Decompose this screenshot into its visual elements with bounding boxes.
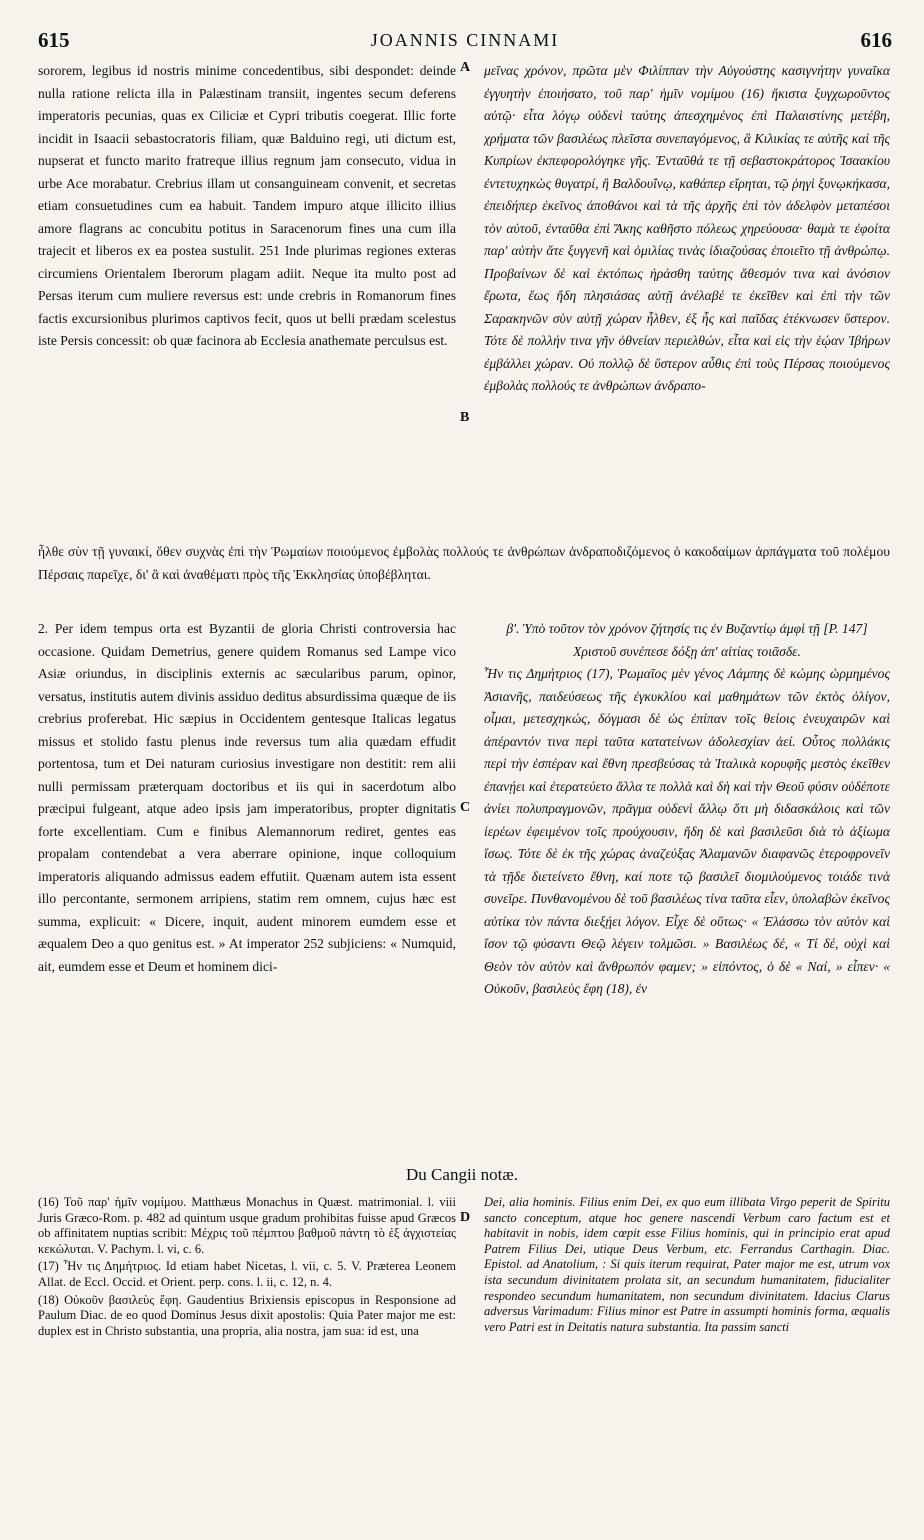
running-header bbox=[38, 28, 892, 54]
note-17: (17) Ἦν τις Δημήτριος. Id etiam habet Nicetas, l. vii, c. 5. V. Præterea Leonem Allat. de Eccl. Occid. et Orient. perp. cons. l. ii, c. 12, n. 4. bbox=[38, 1259, 456, 1289]
section-marker-b: B bbox=[460, 410, 470, 425]
greek-section-2-body: Ἦν τις Δημήτριος (17), Ῥωμαῖος μὲν γένος Λάμπης δὲ κώμης ὡρμημένος Ἀσιανῆς, παιδεύσεως τῆς ἐγκυκλίου καὶ μαθημάτων τῶν ἐκτὸς ὀλίγον, οἶμαι, μετεσχηκώς, δόγμασι δὲ ὡς ἐπίπαν τοῖς θείοις ἐνευχαιρῶν καὶ ἀπέραντόν τινα περὶ ταῦτα κατατείνων ἀδολεσχίαν ἀεί. Οὗτος πολλάκις περὶ τὴν ἑσπέραν καὶ ἔθνη πρεσβεύσας τὰ Ἰταλικὰ κορυφῆς μεστὸς ἐκεῖθεν ἐπανῄει καὶ ἐτερατεύετο ἄλλα τε πολλὰ καὶ δὴ καὶ τὴν Θεοῦ φύσιν οὐδέποτε ἀνίει πολυπραγμονῶν, πρᾶγμα οὐδενὶ ἄλλῳ ὅτι μὴ διδασκάλοις καὶ τῶν ἱερέων ἐφειμένον τοῖς προύχουσιν, ἤδη δὲ καὶ βασιλεῦσι διὰ τὸ ἀξίωμα ἴσως. Τότε δὲ ἐκ τῆς χώρας ἀναζεύξας Ἀλαμανῶν διαφανῶς ἑτεροφρονεῖν τὰ τῇδε διετείνετο ἔθνη, καί ποτε τῷ βασιλεῖ διομιλούμενος τοιάδε τινὰ συνεῖρε. Πυνθανομένου δὲ τοῦ βασιλέως τίνα ταῦτα εἶεν, ὑπολαβὼν ἐκεῖνος αὐτίκα τὸν πάντα διεξῄει λόγον. Εἶχε δὲ οὕτως· « Ἐλάσσω τὸν αὐτὸν καὶ ἴσον τῷ φύσαντι Θεῷ λέγειν τολμῶσι. » Βασιλέως δέ, « Τί δέ, οὐχὶ καὶ Θεὸν τὸν αὐτὸν καὶ ἄνθρωπόν φαμεν; » εἰπόντος, ὁ δὲ « Ναί, » εἶπεν· « Οὐκοῦν, βασιλεὺς ἔφη (18), ἐν bbox=[484, 666, 890, 996]
latin-column-section-2: 2. Per idem tempus orta est Byzantii de gloria Christi controversia hac occasione. Quidam Demetrius, genere quidem Romanus sed Lampe vico Asiæ oriundus, in disciplinis externis ac sæcularibus parum, opinor, versatus, institutis autem divinis assiduo deditus absurdissima quæque de iis crebrius proferebat. Hic sæpius in Occidentem gentesque Italicas legatus missus et stolido fastu plenus inde reversus tum alia quædam effudit portentosa, tum et Dei naturam curiosius investigare non destitit: rem alii nulli permissam præterquam doctoribus et iis qui in sacerdotum albo præcipui fulgeant, atque adeo ipsis jam imperatoribus, propter dignitatis forte excellentiam. Cum e finibus Alemannorum rediret, gentes eas propalam contendebat a vera aberrare opinione, inque colloquium imperatoris aliquando admissus eadem effutiit. Quænam autem ista essent illo percontante, sermonem arripiens, statim rem omnem, cujus hæc est summa, explicuit: « Dicere, inquit, audent minorem eumdem esse et æqualem Deo a quo genitus est. » At imperator 252 subjiciens: « Numquid, ait, eumdem esse et Deum et hominem dici- bbox=[38, 621, 456, 974]
section-marker-d: D bbox=[460, 1210, 471, 1225]
note-18: (18) Οὐκοῦν βασιλεὺς ἔφη. Gaudentius Brixiensis episcopus in Responsione ad Paulum Diac. de eo quod Dominus Jesus dixit apostolis: Quia Pater major me est: duplex est in Christo substantia, una propria, alia nostra, jam sua: id est, una bbox=[38, 1292, 456, 1338]
page-number-right: 616 bbox=[860, 28, 892, 52]
notes-title: Du Cangii notæ. bbox=[406, 1165, 518, 1184]
notes-right-column: Dei, alia hominis. Filius enim Dei, ex quo eum illibata Virgo peperit de Spiritu sancto conceptum, atque hoc genere nascendi Verbum caro factum est et habitavit in nobis, idem cœpit esse Filius hominis, qui in principio erat apud Patrem Filius Dei, utique Deus Verbum, etc. Ferrandus Carthagin. Diac. Epistol. ad Anatolium, : Si quis iterum requirat, Pater major me est, utrum vox ista secundum divinitatem prolata sit, an secundum humanitatem, fiducialiter respondeo secundum humanitatem, non secundum divinitatem. Idacius Clarus adversus Varimadum: Filius minor est Patre in assumpti hominis forma, æqualis vero Patri est in Deitatis natura substantia. Ita passim sancti bbox=[484, 1195, 890, 1334]
running-title: JOANNIS CINNAMI bbox=[370, 30, 560, 50]
greek-continuation: ἦλθε σὺν τῇ γυναικί, ὅθεν συχνὰς ἐπὶ τὴν Ῥωμαίων ποιούμενος ἐμβολὰς πολλούς τε ἀνθρώπων ἀνδραποδιζόμενος ὁ κακοδαίμων ἁρπάγματα τοῦ πολέμου Πέρσαις παρεῖχε, δι' ἃ καὶ ἀναθέματι πρὸς τῆς Ἐκκλησίας ὑποβέβληται. bbox=[38, 544, 890, 582]
section-marker-a: A bbox=[460, 60, 471, 75]
greek-section-2-lead: β'. Ὑπὸ τοῦτον τὸν χρόνον ζήτησίς τις ἐν Βυζαντίῳ ἀμφὶ τῇ [P. 147] Χριστοῦ συνέπεσε δόξῃ ἀπ' αἰτίας τοιᾶσδε. bbox=[506, 621, 868, 659]
note-16: (16) Τοῦ παρ' ἡμῖν νομίμου. Matthæus Monachus in Quæst. matrimonial. l. viii Juris Græco-Rom. p. 482 ad quintum usque gradum prohibitas fuisse apud Græcos ob affinitatem nuptias scribit: Μέχρις τοῦ πέμπτου βαθμοῦ πάντη τὸ ἐξ ἀγχιστείας κεκώλυται. V. Pachym. l. vi, c. 6. bbox=[38, 1195, 456, 1256]
notes-left-column bbox=[38, 1195, 456, 1525]
section-marker-c: C bbox=[460, 800, 471, 815]
latin-column-top: sororem, legibus id nostris minime concedentibus, sibi despondet: deinde nulla ratione relicta illa in Palæstinam transiit, ingentes secum deferens imperatoris pecunias, quas ex Ciliciæ et Cypri tributis coegerat. Illic forte incidit in Isaacii sebastocratoris filiam, quæ Balduino regi, uti dictum est, nupserat et functo marito fratreque illius regnum jam consecuto, vidua in urbe Ace morabatur. Crebrius illam ut consanguineam convenit, et secretas etiam consuetudines cum ea habuit. Tandem impuro atque illicito illius amore flagrans ac concubitu potitus in Saracenorum fines una cum illa trajecit et liberos ex ea postea sustulit. 251 Inde plurimas regiones exteras circumiens Orientalem Iberorum plagam adiit. Neque ita multo post ad Persas iterum cum muliere reversus est: unde crebris in Romanorum fines factis excursionibus plurimos captivos fecit, quos ut belli prædam scelestus iste Persis concessit: ob quæ facinora ab Ecclesia anathemate perculsus est. bbox=[38, 63, 456, 348]
greek-column-top: μεῖνας χρόνον, πρῶτα μὲν Φιλίππαν τὴν Αὐγούστης κασιγνήτην γυναῖκα ἐγγυητὴν ἐποιήσατο, τοῦ παρ' ἡμῖν νομίμου (16) ἥκιστα ξυγχωροῦντος αὐτῷ· εἶτα λόγῳ οὐδενὶ ταύτης ἀπεσχημένος ἐπὶ Παλαιστίνης μετέβη, χρήματα τῶν βασιλέως πλεῖστα συνεπαγόμενος, ἃ Κιλικίας τε αὐτῆς καὶ τῆς Κυπρίων ἐκπεφορολόγηκε γῆς. Ἐνταῦθά τε τῇ σεβαστοκράτορος Ἰσαακίου ἐντετυχηκὼς θυγατρί, ἣ Βαλδουΐνῳ, καθάπερ εἴρηται, τῷ ῥηγὶ ξυνῳκήκασα, ἐπειδήπερ ἐκεῖνος ἀποθάνοι καὶ τὰ τῆς ἀρχῆς ἐπὶ τὸν ἀδελφὸν μεταπέσοι τὸν αὐτοῦ, ἐνταῦθα ἐπὶ Ἄκης καθῆστο πόλεως χηρεύουσα· θαμὰ τε ἐφοίτα παρ' αὐτὴν ἅτε ξυγγενῆ καὶ ὁμιλίας τινὰς ἰδιαζούσας ἐποιεῖτο τῇ ἀνθρώπῳ. Προβαίνων δὲ καὶ ἐκτόπως ἠράσθη ταύτης ἄθεσμόν τινα καὶ ἀνόσιον ἔρωτα, ἕως ἤδη πλησιάσας αὐτῇ ἀνέλαβέ τε ἐκεῖθεν καὶ ἐπὶ τὴν τῶν Σαρακηνῶν σὺν αὐτῇ χώραν ἦλθεν, ἐξ ἧς καὶ παῖδας ἐτέκνωσεν ὕστερον. Τότε δὲ πολλήν τινα γῆν ὀθνείαν περιελθών, εἶτα καὶ εἰς τὴν ἑῴαν Ἰβήρων ἐμβάλλει χώραν. Οὐ πολλῷ δὲ ὕστερον αὖθις ἐπὶ τοὺς Πέρσας ποιούμενος ἐμβολὰς πολλούς τε ἀνθρώπων ἀνδραπο- bbox=[484, 63, 890, 393]
page-number-left: 615 bbox=[38, 28, 70, 52]
